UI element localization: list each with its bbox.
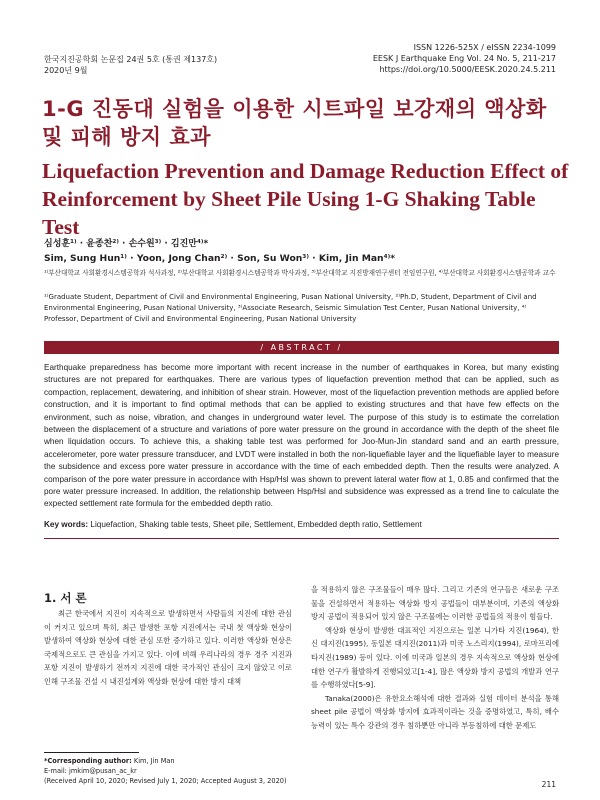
abstract-text: Earthquake preparedness has become more important with recent increase in the number of earthquakes in Korea, but many existing structures are not prepared for earthquakes. There are various types of liquefaction prevention method that can be applied, such as compaction, replacement, dewatering, and inhibition of shear strain. However, most of the liquefaction prevention methods are applied before construction, and it is important to find optimal methods that can be applied to existing structures and that have few effects on the environment, such as noise, vibration, and changes in underground water level. The purpose of this study is to estimate the correlation between the displacement of a structure and variations of pore water pressure on the ground in accordance with the depth of the sheet file when liquidation occurs. To achieve this, a shaking table test was performed for Joo-Mun-Jin standard sand and an earth pressure, accelerometer, pore water pressure transducer, and LVDT were installed in both the non-liquefiable layer and the liquefiable layer to measure the subsidence and excess pore water pressure in accordance with the time of each embedded depth. Then the results were analyzed. A comparison of the pore water pressure in accordance with Hsp/Hsl was shown to prevent lateral water flow at 1, 0.85 and confirmed that the pore water pressure increased. In addition, the relationship between Hsp/Hsl and subsidence was expressed as a trend line to calculate the expected settlement rate formula for the embedded depth ratio. <box>44 363 559 509</box>
paragraph: 을 적용하지 않은 구조물들이 매우 많다. 그리고 기존의 연구들은 새로운 구조물을 건설하면서 적용하는 액상화 방지 공법들이 대부분이며, 기존의 액상화 방지 공법이 적용되어 있지 않은 구조물에는 이러한 공법들의 적용이 힘들다. <box>311 585 559 622</box>
page-number: 211 <box>541 780 556 789</box>
body-column-right <box>311 583 559 733</box>
paragraph: 액상화 현상이 발생한 대표적인 지진으로는 일본 니가타 지진(1964), 한신 대지진(1995), 동일본 대지진(2011)과 미국 노스리지(1994), 로마프리에타지진(1989) 등이 있다. 이에 미국과 일본의 경우 지속적으로 액상화 현상에 대한 연구가 활발하게 진행되었고[1-4], 많은 액상화 방지 공법의 개발과 연구를 수행하였다[5-9]. <box>311 625 559 690</box>
issue-date-ko: 2020년 9월 <box>44 66 88 75</box>
abstract-label: / ABSTRACT / <box>260 343 343 352</box>
corresponding-email[interactable]: E-mail: jmkim@pusan_ac_kr <box>44 767 137 775</box>
corresponding-name: Kim, Jin Man <box>133 757 175 765</box>
paper-title-ko: 1-G 진동대 실험을 이용한 시트파일 보강재의 액상화 및 피해 방지 효과 <box>42 97 547 149</box>
received-dates: (Received April 10, 2020; Revised July 1, 2020; Accepted August 3, 2020) <box>44 777 287 785</box>
affiliation-en: ¹⁾Graduate Student, Department of Civil and Environmental Engineering, Pusan National University, ²⁾Ph.D, Student, Department of Civil and Environmental Engineering, Pusan National University, ³⁾Associate Research, Seismic Simulation Test Center, Pusan National University, ⁴⁾Professor, Department of Civil and Environmental Engineering, Pusan National University <box>44 293 537 323</box>
issn: ISSN 1226-525X / eISSN 2234-1099 <box>413 43 556 52</box>
keywords-label: Key words: <box>44 520 89 529</box>
section-title-introduction: 1. 서 론 <box>44 591 87 605</box>
abstract-banner <box>44 341 559 354</box>
corresponding-label: *Corresponding author: <box>44 757 132 765</box>
journal-header-left <box>44 54 217 76</box>
journal-name-ko: 한국지진공학회 논문집 24권 5호 (통권 제137호) <box>44 55 218 64</box>
affiliation-ko: ¹⁾부산대학교 사회환경시스템공학과 석사과정, ²⁾부산대학교 사회환경시스템공학과 박사과정, ³⁾부산대학교 지진방재연구센터 전임연구원, ⁴⁾부산대학교 사회환경시스템공학과 교수 <box>44 269 556 277</box>
abstract-divider <box>44 538 559 539</box>
authors-ko: 심성훈¹⁾ · 윤종찬²⁾ · 손수원³⁾ · 김진만⁴⁾* <box>44 239 209 249</box>
paragraph: Tanaka(2000)은 유한요소해석에 대한 결과와 실험 데이터 분석을 통해 sheet pile 공법이 액상화 방지에 효과적이라는 것을 증명하였고, 특히, 배수 능력이 있는 특수 강관의 경우 침하뿐만 아니라 부등침하에 대한 문제도 <box>311 693 559 730</box>
keywords-list: Liquefaction, Shaking table tests, Sheet pile, Settlement, Embedded depth ratio, Settlement <box>90 520 422 529</box>
footnote <box>44 756 304 786</box>
paragraph: 최근 한국에서 지진이 지속적으로 발생하면서 사람들의 지진에 대한 관심이 커지고 있으며 특히, 최근 발생한 포항 지진에서는 국내 첫 액상화 현상이 발생하여 액상화 현상에 대한 관심 또한 증가하고 있다. 이러한 액상화 현상은 국제적으로도 큰 관심을 가지고 있다. 이에 비해 우리나라의 경우 경주 지진과 포항 지진이 발생하기 전까지 지진에 대한 국가적인 관심이 크지 않았고 이로 인해 구조물 건설 시 내진설계와 액상화 현상에 대한 방지 대책 <box>44 609 292 686</box>
body-column-left <box>44 607 292 689</box>
journal-header-right <box>373 42 556 75</box>
authors-en: Sim, Sung Hun¹⁾ · Yoon, Jong Chan²⁾ · Son, Su Won³⁾ · Kim, Jin Man⁴⁾* <box>44 253 396 264</box>
footnote-rule <box>44 752 139 753</box>
paper-title-en: Liquefaction Prevention and Damage Reduction Effect of Reinforcement by Sheet Pile Using 1-G Shaking Table Test <box>42 159 569 239</box>
keywords <box>44 520 559 529</box>
journal-name-en: EESK J Earthquake Eng Vol. 24 No. 5, 211-217 <box>372 54 556 63</box>
doi-link[interactable]: https://doi.org/10.5000/EESK.2020.24.5.211 <box>379 65 556 74</box>
